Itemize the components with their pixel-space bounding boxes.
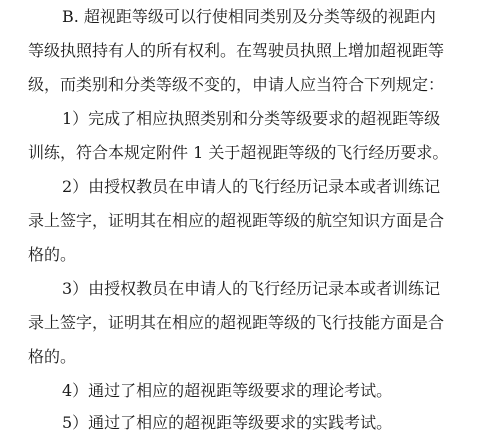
item-3-line-1: 3）由授权教员在申请人的飞行经历记录本或者训练记 <box>62 279 441 298</box>
text-line <box>0 238 490 272</box>
item-1-line-1: 1）完成了相应执照类别和分类等级要求的超视距等级 <box>62 109 441 128</box>
text-line <box>0 340 490 374</box>
text-line <box>0 0 490 34</box>
item-2-line-2: 录上签字，证明其在相应的超视距等级的航空知识方面是合 <box>28 211 445 230</box>
text-line <box>0 374 490 408</box>
paragraph-b-line-3: 级，而类别和分类等级不变的，申请人应当符合下列规定： <box>28 75 445 94</box>
item-5-line-1: 5）通过了相应的超视距等级要求的实践考试。 <box>62 413 393 432</box>
paragraph-b-line-2: 等级执照持有人的所有权利。在驾驶员执照上增加超视距等 <box>28 41 445 60</box>
text-line <box>0 34 490 68</box>
item-2-line-3: 格的。 <box>28 245 77 264</box>
item-3-line-2: 录上签字，证明其在相应的超视距等级的飞行技能方面是合 <box>28 313 445 332</box>
text-line <box>0 272 490 306</box>
text-line <box>0 170 490 204</box>
text-line <box>0 68 490 102</box>
item-1-line-2: 训练，符合本规定附件 1 关于超视距等级的飞行经历要求。 <box>28 143 449 162</box>
item-3-line-3: 格的。 <box>28 347 77 366</box>
text-line <box>0 136 490 170</box>
text-line <box>0 306 490 340</box>
paragraph-b-line-1: B. 超视距等级可以行使相同类别及分类等级的视距内 <box>62 7 436 26</box>
item-2-line-1: 2）由授权教员在申请人的飞行经历记录本或者训练记 <box>62 177 441 196</box>
text-line <box>0 204 490 238</box>
text-line <box>0 406 490 440</box>
item-4-line-1: 4）通过了相应的超视距等级要求的理论考试。 <box>62 381 393 400</box>
text-line <box>0 102 490 136</box>
